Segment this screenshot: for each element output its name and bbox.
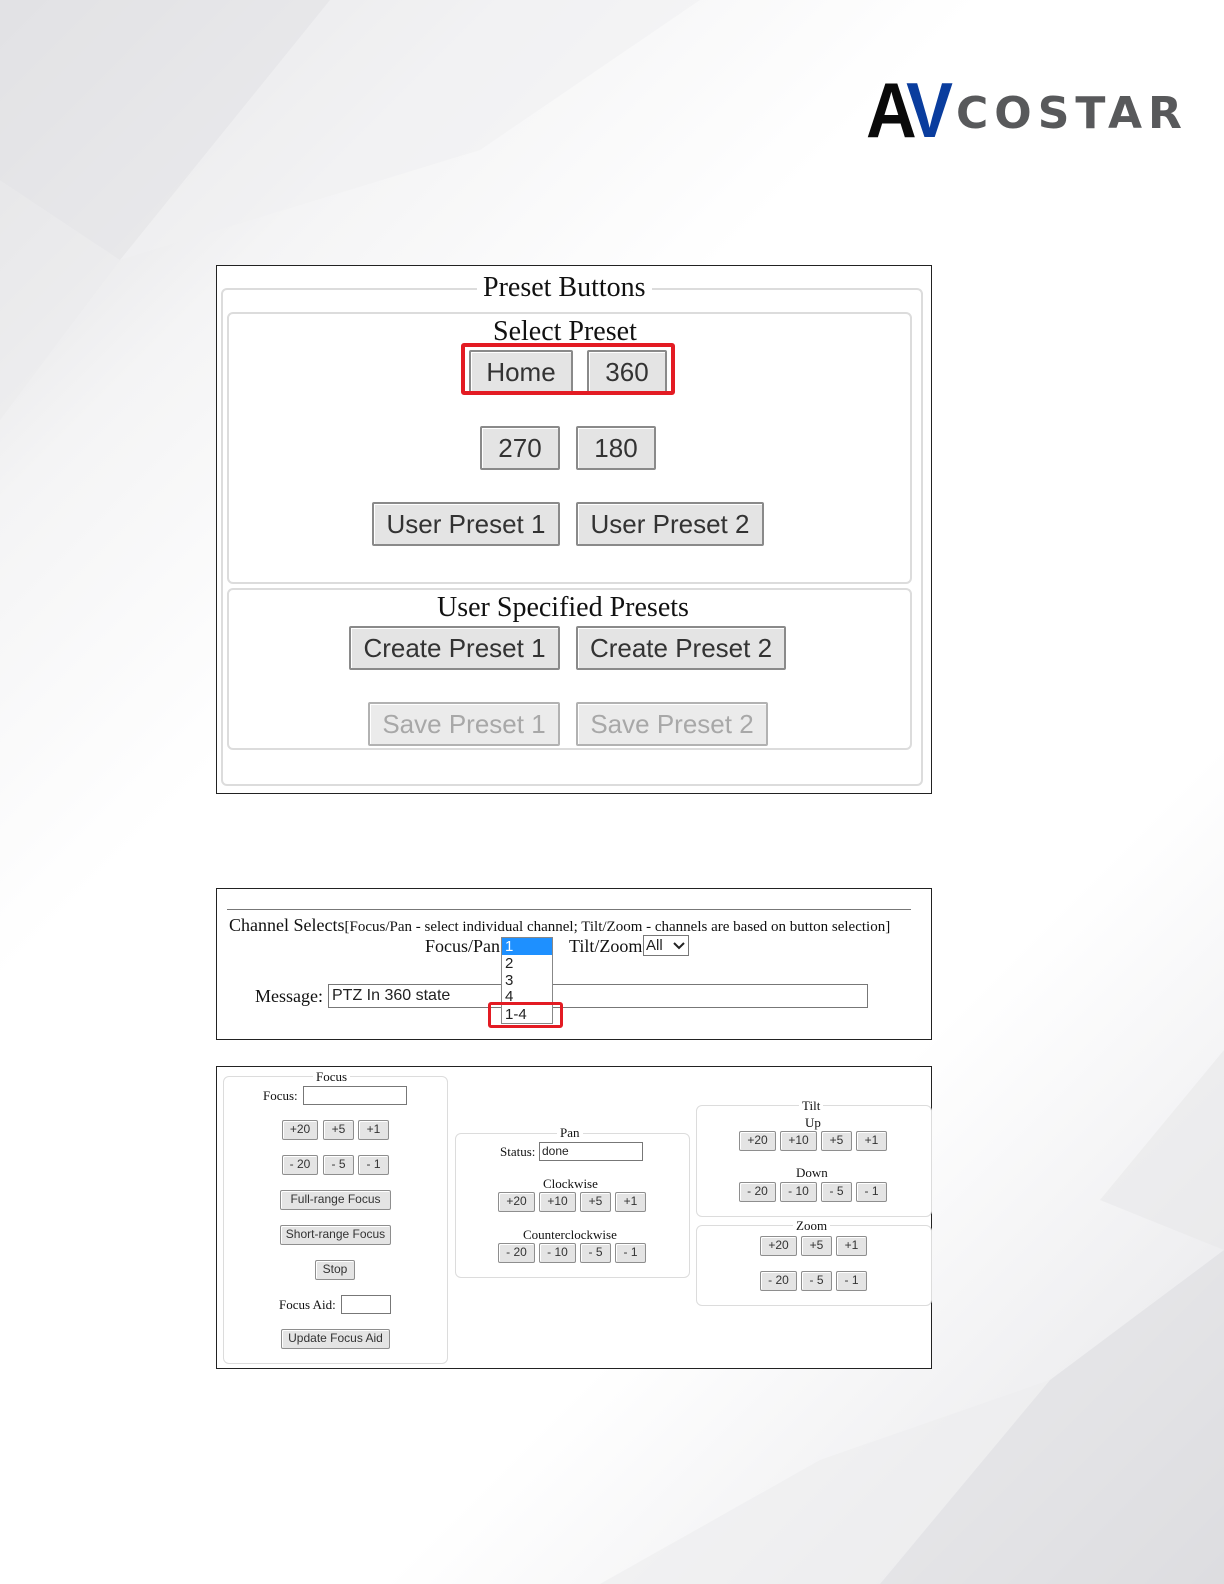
- save-preset-1-button[interactable]: Save Preset 1: [368, 702, 560, 746]
- channel-selects-title: Channel Selects[Focus/Pan - select individual channel; Tilt/Zoom - channels are based on button selection]: [229, 915, 891, 935]
- zoom-plus-5-button[interactable]: +5: [801, 1236, 832, 1256]
- zoom-plus-20-button[interactable]: +20: [760, 1236, 797, 1256]
- logo-wordmark: COSTAR: [956, 88, 1188, 139]
- pan-ccw-minus-1-button[interactable]: - 1: [615, 1243, 646, 1263]
- counterclockwise-label: Counterclockwise: [523, 1227, 617, 1242]
- preset-buttons-screenshot: [216, 265, 932, 794]
- select-preset-legend: Select Preset: [487, 316, 643, 348]
- zoom-minus-5-button[interactable]: - 5: [801, 1271, 832, 1291]
- pan-ccw-minus-20-button[interactable]: - 20: [498, 1243, 535, 1263]
- chevron-down-icon: [673, 942, 685, 950]
- focus-pan-option-4[interactable]: 4: [505, 989, 514, 1001]
- channel-selects-subtitle: [Focus/Pan - select individual channel; Tilt/Zoom - channels are based on button selection]: [344, 919, 891, 935]
- zoom-minus-1-button[interactable]: - 1: [836, 1271, 867, 1291]
- tilt-zoom-label: Tilt/Zoom: [569, 936, 643, 956]
- tilt-legend: Tilt: [799, 1098, 823, 1114]
- av-costar-logo: [866, 66, 1188, 154]
- tilt-down-minus-5-button[interactable]: - 5: [821, 1182, 852, 1202]
- focus-pan-label: Focus/Pan: [425, 936, 501, 956]
- preset-buttons-legend: Preset Buttons: [477, 272, 652, 304]
- pan-cw-plus-1-button[interactable]: +1: [615, 1192, 646, 1212]
- clockwise-label: Clockwise: [543, 1176, 598, 1191]
- preset-360-button[interactable]: 360: [587, 350, 667, 394]
- pan-cw-plus-10-button[interactable]: +10: [539, 1192, 576, 1212]
- zoom-minus-20-button[interactable]: - 20: [760, 1271, 797, 1291]
- pan-ccw-minus-5-button[interactable]: - 5: [580, 1243, 611, 1263]
- user-preset-1-button[interactable]: User Preset 1: [372, 502, 560, 546]
- pan-status-field[interactable]: done: [539, 1142, 643, 1161]
- ptz-controls-screenshot: [216, 1066, 932, 1369]
- option-1-4-highlight: [488, 1002, 563, 1028]
- tilt-up-plus-10-button[interactable]: +10: [780, 1131, 817, 1151]
- tilt-down-minus-1-button[interactable]: - 1: [856, 1182, 887, 1202]
- focus-plus-20-button[interactable]: +20: [282, 1120, 318, 1140]
- tilt-up-plus-20-button[interactable]: +20: [739, 1131, 776, 1151]
- focus-pan-option-1-4[interactable]: 1-4: [505, 1006, 527, 1023]
- update-focus-aid-button[interactable]: Update Focus Aid: [281, 1329, 390, 1349]
- focus-pan-option-2[interactable]: 2: [505, 955, 514, 972]
- focus-stop-button[interactable]: Stop: [315, 1260, 355, 1280]
- focus-minus-20-button[interactable]: - 20: [282, 1155, 318, 1175]
- short-range-focus-button[interactable]: Short-range Focus: [280, 1225, 391, 1245]
- channel-selects-screenshot: [216, 888, 932, 1040]
- home-preset-button[interactable]: Home: [469, 350, 573, 394]
- tilt-up-plus-5-button[interactable]: +5: [821, 1131, 852, 1151]
- user-specified-presets-legend: User Specified Presets: [431, 592, 695, 624]
- pan-legend: Pan: [557, 1125, 583, 1141]
- focus-aid-label: Focus Aid:: [279, 1297, 336, 1312]
- preset-180-button[interactable]: 180: [576, 426, 656, 470]
- focus-minus-5-button[interactable]: - 5: [323, 1155, 354, 1175]
- message-field[interactable]: PTZ In 360 state: [328, 984, 868, 1008]
- full-range-focus-button[interactable]: Full-range Focus: [280, 1190, 391, 1210]
- divider: [227, 909, 911, 910]
- tilt-down-minus-20-button[interactable]: - 20: [739, 1182, 776, 1202]
- home-360-highlight: [461, 343, 675, 395]
- pan-cw-plus-5-button[interactable]: +5: [580, 1192, 611, 1212]
- preset-270-button[interactable]: 270: [480, 426, 560, 470]
- focus-minus-1-button[interactable]: - 1: [358, 1155, 389, 1175]
- logo-mark: AV: [866, 66, 948, 154]
- focus-label: Focus:: [263, 1088, 298, 1103]
- pan-cw-plus-20-button[interactable]: +20: [498, 1192, 535, 1212]
- focus-legend: Focus: [313, 1069, 350, 1085]
- focus-plus-5-button[interactable]: +5: [323, 1120, 354, 1140]
- pan-status-label: Status:: [500, 1144, 536, 1159]
- pan-ccw-minus-10-button[interactable]: - 10: [539, 1243, 576, 1263]
- tilt-up-label: Up: [805, 1115, 821, 1130]
- user-preset-2-button[interactable]: User Preset 2: [576, 502, 764, 546]
- create-preset-2-button[interactable]: Create Preset 2: [576, 626, 786, 670]
- focus-field[interactable]: [303, 1086, 407, 1105]
- tilt-zoom-select[interactable]: All: [643, 935, 689, 956]
- focus-aid-field[interactable]: [341, 1295, 391, 1314]
- focus-pan-option-1[interactable]: 1: [502, 938, 552, 955]
- zoom-legend: Zoom: [793, 1218, 830, 1234]
- zoom-plus-1-button[interactable]: +1: [836, 1236, 867, 1256]
- focus-pan-option-3[interactable]: 3: [505, 972, 514, 989]
- create-preset-1-button[interactable]: Create Preset 1: [349, 626, 560, 670]
- focus-plus-1-button[interactable]: +1: [358, 1120, 389, 1140]
- tilt-down-minus-10-button[interactable]: - 10: [780, 1182, 817, 1202]
- tilt-up-plus-1-button[interactable]: +1: [856, 1131, 887, 1151]
- save-preset-2-button[interactable]: Save Preset 2: [576, 702, 768, 746]
- message-label: Message:: [255, 986, 323, 1006]
- tilt-down-label: Down: [796, 1165, 828, 1180]
